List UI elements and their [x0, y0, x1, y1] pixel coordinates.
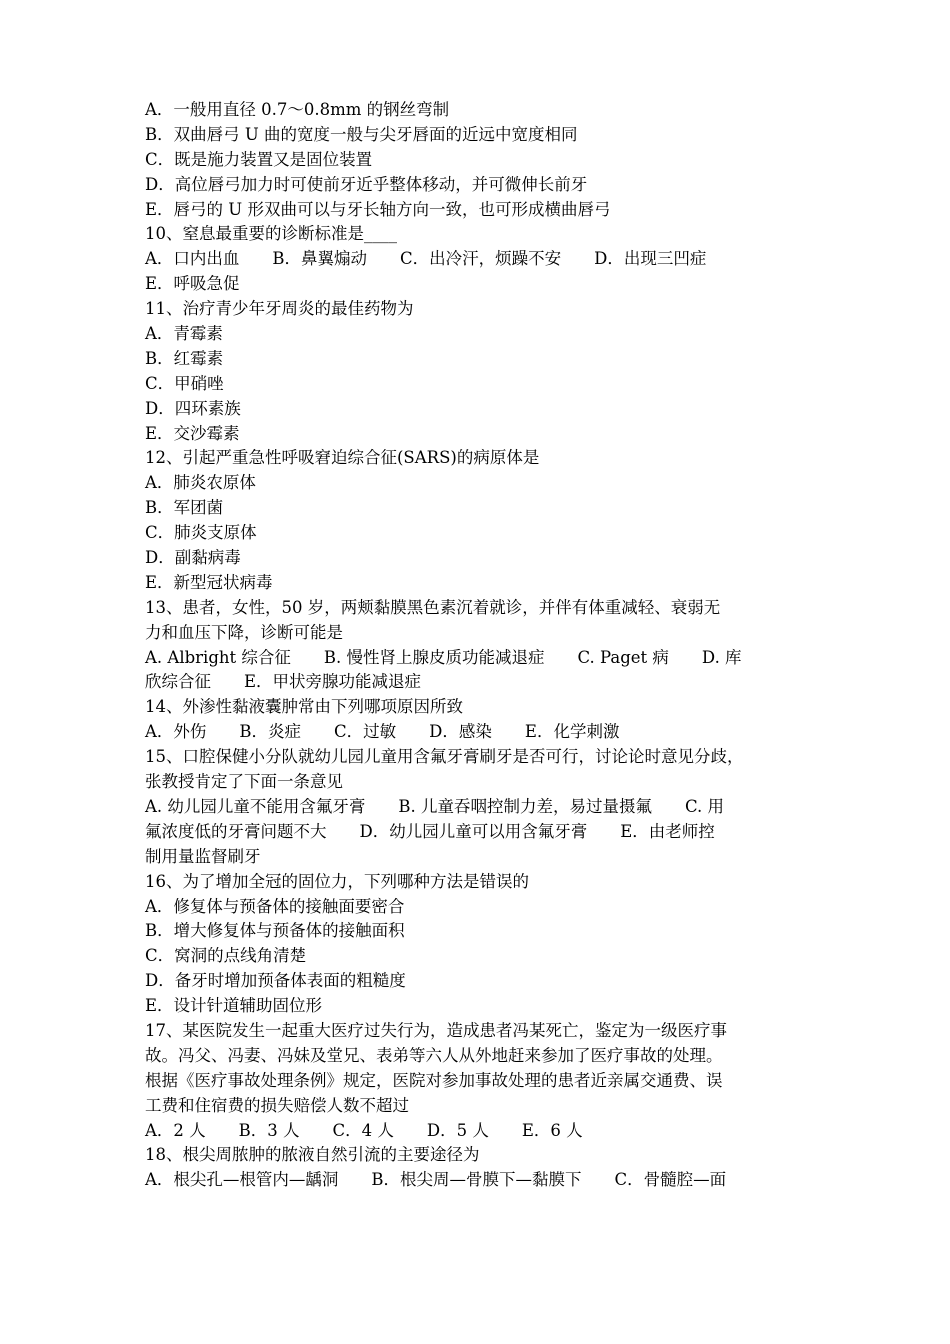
- question-15-cont: 张教授肯定了下面一条意见: [145, 772, 343, 792]
- option-line: A．修复体与预备体的接触面要密合: [145, 896, 405, 916]
- option-line: A．肺炎农原体: [145, 473, 256, 493]
- option-line: E．交沙霉素: [145, 423, 240, 443]
- option-line: A. 幼儿园儿童不能用含氟牙膏 B. 儿童吞咽控制力差，易过量摄氟 C. 用: [145, 796, 725, 816]
- option-line: D．四环素族: [145, 398, 241, 418]
- question-17-cont: 故。冯父、冯妻、冯妹及堂兄、表弟等六人从外地赶来参加了医疗事故的处理。: [145, 1045, 723, 1065]
- option-line: C．既是施力装置又是固位装置: [145, 149, 373, 169]
- question-15: 15、口腔保健小分队就幼儿园儿童用含氟牙膏刷牙是否可行，讨论论时意见分歧，: [145, 747, 744, 767]
- option-line: A．外伤 B．炎症 C．过敏 D．感染 E．化学刺激: [145, 722, 620, 742]
- question-13-cont: 力和血压下降，诊断可能是: [145, 622, 343, 642]
- question-11: 11、治疗青少年牙周炎的最佳药物为: [145, 299, 414, 319]
- option-line: E．唇弓的 U 形双曲可以与牙长轴方向一致，也可形成横曲唇弓: [145, 199, 611, 219]
- option-line: 欣综合征 E．甲状旁腺功能减退症: [145, 672, 422, 692]
- option-line: A．口内出血 B．鼻翼煽动 C．出冷汗，烦躁不安 D．出现三凹症: [145, 249, 707, 269]
- question-13: 13、患者，女性，50 岁，两颊黏膜黑色素沉着就诊，并伴有体重减轻、衰弱无: [145, 597, 721, 617]
- option-line: 制用量监督刷牙: [145, 846, 261, 866]
- question-17: 17、某医院发生一起重大医疗过失行为，造成患者冯某死亡，鉴定为一级医疗事: [145, 1020, 727, 1040]
- option-line: A．一般用直径 0.7～0.8mm 的钢丝弯制: [145, 100, 450, 119]
- option-line: A．青霉素: [145, 324, 223, 344]
- question-17-cont: 根据《医疗事故处理条例》规定，医院对参加事故处理的患者近亲属交通费、误: [145, 1070, 723, 1090]
- question-17-cont: 工费和住宿费的损失赔偿人数不超过: [145, 1095, 409, 1115]
- option-line: E．设计针道辅助固位形: [145, 996, 323, 1016]
- option-line: A．根尖孔—根管内—龋洞 B．根尖周—骨膜下—黏膜下 C．骨髓腔—面: [145, 1170, 727, 1190]
- option-line: E．呼吸急促: [145, 274, 240, 294]
- option-line: B．增大修复体与预备体的接触面积: [145, 921, 405, 941]
- question-10: 10、窒息最重要的诊断标准是____: [145, 224, 397, 244]
- option-line: A．2 人 B．3 人 C．4 人 D．5 人 E．6 人: [145, 1120, 583, 1140]
- option-line: C．甲硝唑: [145, 373, 224, 393]
- option-line: B．军团菌: [145, 498, 224, 518]
- option-line: C．肺炎支原体: [145, 523, 257, 543]
- option-line: D．副黏病毒: [145, 548, 241, 568]
- question-18: 18、根尖周脓肿的脓液自然引流的主要途径为: [145, 1145, 480, 1165]
- option-line: D．备牙时增加预备体表面的粗糙度: [145, 971, 406, 991]
- option-line: E．新型冠状病毒: [145, 572, 273, 592]
- question-12: 12、引起严重急性呼吸窘迫综合征(SARS)的病原体是: [145, 448, 540, 468]
- option-line: C．窝洞的点线角清楚: [145, 946, 307, 966]
- question-16: 16、为了增加全冠的固位力，下列哪种方法是错误的: [145, 871, 529, 891]
- option-line: B．红霉素: [145, 348, 224, 368]
- document-body: [145, 98, 810, 1193]
- question-14: 14、外渗性黏液囊肿常由下列哪项原因所致: [145, 697, 463, 717]
- option-line: A. Albright 综合征 B. 慢性肾上腺皮质功能减退症 C. Paget 病 D. 库: [145, 647, 742, 667]
- option-line: B．双曲唇弓 U 曲的宽度一般与尖牙唇面的近远中宽度相同: [145, 124, 578, 144]
- option-line: 氟浓度低的牙膏问题不大 D．幼儿园儿童可以用含氟牙膏 E．由老师控: [145, 821, 715, 841]
- option-line: D．高位唇弓加力时可使前牙近乎整体移动，并可微伸长前牙: [145, 174, 588, 194]
